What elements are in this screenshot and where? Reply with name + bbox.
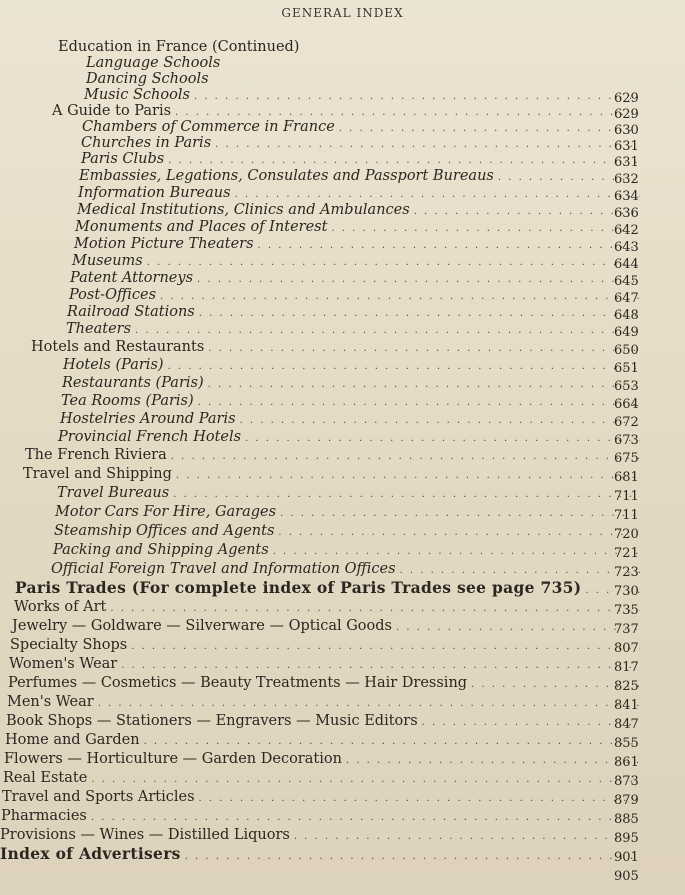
- index-entry-page-number: 631: [614, 139, 639, 154]
- index-entry: [51, 560, 640, 578]
- index-entry-page-number: 643: [614, 240, 639, 255]
- index-entry-page-number: 879: [614, 793, 639, 808]
- index-entry-label: Jewelry — Goldware — Silverware — Optical Goods: [12, 618, 392, 634]
- index-entry: [5, 731, 640, 749]
- index-entry-page-number: 647: [614, 291, 639, 306]
- index-entry-page-number: 847: [614, 717, 639, 732]
- index-entry-page-number: 672: [614, 415, 639, 430]
- index-entry-label: Hostelries Around Paris: [60, 411, 236, 427]
- index-entry-page-number: 645: [614, 274, 639, 289]
- index-entry: [31, 338, 640, 356]
- index-entry-page-number: 664: [614, 397, 639, 412]
- index-entry: [12, 617, 640, 635]
- index-entry-label: Monuments and Places of Interest: [75, 219, 328, 235]
- index-entry-page-number: 817: [614, 660, 639, 675]
- index-entry-page-number: 721: [614, 546, 639, 561]
- index-entry: [9, 655, 640, 673]
- index-entry-page-number: 723: [614, 565, 639, 580]
- index-entry-label: Pharmacies: [1, 808, 87, 824]
- index-entry-label: Packing and Shipping Agents: [53, 542, 269, 558]
- dot-leader: [199, 790, 640, 808]
- index-entry-page-number: 855: [614, 736, 639, 751]
- index-entry-label: Information Bureaus: [78, 185, 231, 201]
- index-entry: [53, 541, 640, 559]
- index-entry-label: Provisions — Wines — Distilled Liquors: [0, 827, 290, 843]
- index-entry: [7, 693, 640, 711]
- index-entry-label: Restaurants (Paris): [62, 375, 204, 391]
- index-entry-label: The French Riviera: [25, 447, 167, 463]
- index-entry-page-number: 629: [614, 91, 639, 106]
- dot-leader: [91, 771, 640, 789]
- index-entry-page-number: 681: [614, 470, 639, 485]
- index-entry-label: Motor Cars For Hire, Garages: [55, 504, 277, 520]
- dot-leader: [91, 809, 640, 827]
- index-entry-page-number: 644: [614, 257, 639, 272]
- index-entry-page-number: 634: [614, 189, 639, 204]
- index-entry-label: Perfumes — Cosmetics — Beauty Treatments — Hair Dressing: [8, 675, 468, 691]
- index-entry: [4, 750, 640, 768]
- dot-leader: [273, 543, 640, 561]
- index-entry: [15, 579, 640, 597]
- index-entry-page-number: 901: [614, 850, 639, 865]
- index-entry-page-number: 905: [614, 869, 639, 884]
- index-entry-page-number: 632: [614, 172, 639, 187]
- index-entry-label: Real Estate: [3, 770, 88, 786]
- running-head: GENERAL INDEX: [281, 6, 404, 20]
- index-entry: [10, 636, 640, 654]
- index-entry: [57, 484, 640, 502]
- dot-leader: [173, 486, 640, 504]
- index-entry-label: Paris Trades (For complete index of Paris Trades see page 735): [15, 578, 582, 597]
- dot-leader: [144, 733, 640, 751]
- index-entry-page-number: 711: [614, 489, 639, 504]
- dot-leader: [131, 638, 640, 656]
- index-entry: [74, 235, 640, 253]
- dot-leader: [396, 619, 640, 637]
- index-entry: [61, 392, 640, 410]
- index-entry-label: Embassies, Legations, Consulates and Passport Bureaus: [79, 168, 494, 184]
- index-entry-label: Paris Clubs: [81, 151, 165, 167]
- index-entry-label: Book Shops — Stationers — Engravers — Music Editors: [6, 713, 418, 729]
- index-entry: [81, 150, 640, 168]
- index-entry-page-number: 631: [614, 155, 639, 170]
- index-entry-page-number: 825: [614, 679, 639, 694]
- index-entry-label: Steamship Offices and Agents: [54, 523, 275, 539]
- index-entry: [78, 184, 640, 202]
- index-entry-label: Post-Offices: [69, 287, 157, 303]
- index-entry-page-number: 636: [614, 206, 639, 221]
- index-entry-label: Dancing Schools: [86, 71, 209, 87]
- index-entry-page-number: 648: [614, 308, 639, 323]
- index-entry-page-number: 841: [614, 698, 639, 713]
- index-entry-page-number: 642: [614, 223, 639, 238]
- index-entry: [63, 356, 640, 374]
- dot-leader: [176, 467, 640, 485]
- index-entry: [67, 303, 640, 321]
- index-entry-page-number: 895: [614, 831, 639, 846]
- index-entry: [77, 201, 640, 219]
- index-entry-label: Home and Garden: [5, 732, 140, 748]
- index-entry-label: A Guide to Paris: [52, 103, 172, 119]
- index-entry-label: Chambers of Commerce in France: [82, 119, 335, 135]
- dot-leader: [98, 695, 640, 713]
- index-entry-label: Travel and Shipping: [23, 466, 172, 482]
- index-entry-label: Specialty Shops: [10, 637, 128, 653]
- index-entry-label: Travel Bureaus: [57, 485, 170, 501]
- dot-leader: [346, 752, 640, 770]
- index-entry: [6, 712, 640, 730]
- index-entry: [2, 788, 640, 806]
- dot-leader: [171, 448, 640, 466]
- dot-leader: [121, 657, 640, 675]
- index-entry-label: Patent Attorneys: [70, 270, 194, 286]
- index-entry: [58, 428, 640, 446]
- index-entry-label: Provincial French Hotels: [58, 429, 242, 445]
- index-entry-label: Women's Wear: [9, 656, 118, 672]
- dot-leader: [294, 828, 640, 846]
- index-entry-page-number: 807: [614, 641, 639, 656]
- dot-leader: [110, 600, 640, 618]
- index-entry-page-number: 649: [614, 325, 639, 340]
- index-entry: [0, 845, 640, 863]
- index-entry-label: Index of Advertisers: [0, 844, 181, 863]
- index-entry: [72, 252, 640, 270]
- index-entry-label: Tea Rooms (Paris): [61, 393, 194, 409]
- index-entry-label: Hotels and Restaurants: [31, 339, 205, 355]
- index-entry-label: Railroad Stations: [67, 304, 195, 320]
- dot-leader: [278, 524, 640, 542]
- index-entry-page-number: 630: [614, 123, 639, 138]
- index-entry-label: Theaters: [66, 321, 132, 337]
- index-entry-label: Flowers — Horticulture — Garden Decoration: [4, 751, 342, 767]
- index-entry: [69, 286, 640, 304]
- dot-leader: [185, 848, 640, 866]
- index-entry: [1, 807, 640, 825]
- dot-leader: [280, 505, 640, 523]
- index-entry: [3, 769, 640, 787]
- index-entry: [0, 826, 640, 844]
- index-entry: [75, 218, 640, 236]
- index-entry-label: Education in France (Continued): [58, 39, 300, 55]
- index-entry-label: Museums: [72, 253, 143, 269]
- index-entry-page-number: 873: [614, 774, 639, 789]
- index-entry-page-number: 730: [614, 584, 639, 599]
- index-entry: [25, 446, 640, 464]
- index-entry-page-number: 861: [614, 755, 639, 770]
- index-entry-page-number: 720: [614, 527, 639, 542]
- index-entry-page-number: 737: [614, 622, 639, 637]
- index-entry-page-number: 650: [614, 343, 639, 358]
- index-entry-page-number: 673: [614, 433, 639, 448]
- index-entry: [55, 503, 640, 521]
- index-entry: [79, 167, 640, 185]
- index-entry: [60, 410, 640, 428]
- index-entry-page-number: 885: [614, 812, 639, 827]
- index-entry-label: Hotels (Paris): [63, 357, 164, 373]
- index-entry-label: Travel and Sports Articles: [2, 789, 195, 805]
- index-entry: [14, 598, 640, 616]
- index-entry-page-number: 711: [614, 508, 639, 523]
- index-entry-label: Music Schools: [84, 87, 190, 103]
- index-entry-page-number: 675: [614, 451, 639, 466]
- index-entry-page-number: 651: [614, 361, 639, 376]
- index-entry-label: Motion Picture Theaters: [74, 236, 254, 252]
- index-entry-page-number: 629: [614, 107, 639, 122]
- index-entry: [23, 465, 640, 483]
- index-entry: [66, 320, 640, 338]
- index-entry: [70, 269, 640, 287]
- dot-leader: [422, 714, 640, 732]
- index-entry-label: Works of Art: [14, 599, 107, 615]
- index-entry-page-number: 653: [614, 379, 639, 394]
- index-entry: [62, 374, 640, 392]
- index-entry-label: Official Foreign Travel and Information Offices: [51, 561, 396, 577]
- index-entry-page-number: 735: [614, 603, 639, 618]
- index-entry: [8, 674, 640, 692]
- index-entry-label: Men's Wear: [7, 694, 94, 710]
- index-entry-label: Churches in Paris: [81, 135, 212, 151]
- index-entry-label: Language Schools: [86, 55, 221, 71]
- index-entry: [54, 522, 640, 540]
- index-entry-label: Medical Institutions, Clinics and Ambulances: [77, 202, 410, 218]
